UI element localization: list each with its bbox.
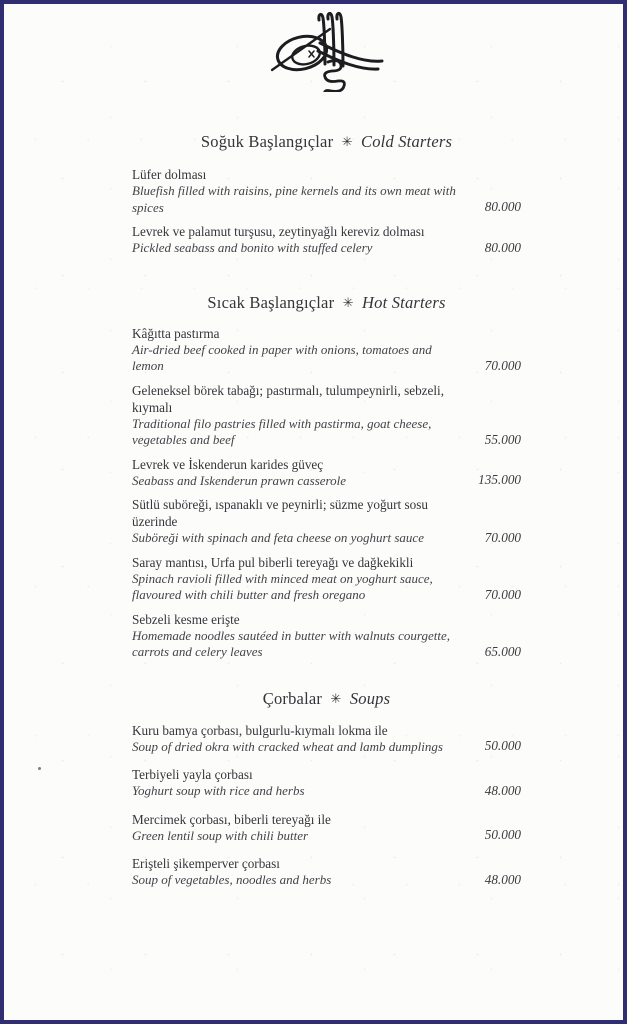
menu-item	[132, 554, 521, 604]
item-price: 55.000	[484, 431, 521, 447]
section-title-turkish: Çorbalar	[262, 688, 323, 708]
item-price: 70.000	[484, 357, 521, 373]
item-description: Green lentil soup with chili butter	[132, 827, 309, 843]
item-description: Spinach ravioli filled with minced meat on yoghurt sauce, flavoured with chili butter and fresh oregano	[132, 570, 433, 602]
item-price: 80.000	[484, 239, 521, 255]
item-name: Saray mantısı, Urfa pul biberli tereyağı ve dağkekikli	[132, 554, 414, 570]
menu-item	[132, 166, 521, 216]
section-soups	[132, 689, 521, 889]
item-description: Pickled seabass and bonito with stuffed celery	[132, 240, 373, 255]
item-price: 48.000	[484, 782, 521, 798]
item-description: Traditional filo pastries filled with pastirma, goat cheese, vegetables and beef	[132, 415, 432, 447]
item-name: Kuru bamya çorbası, bulgurlu-kıymalı lokma ile	[132, 722, 388, 738]
item-description: Suböreği with spinach and feta cheese on yoghurt sauce	[132, 530, 424, 545]
item-name: Kâğıtta pastırma	[132, 325, 220, 341]
item-description: Air-dried beef cooked in paper with onions, tomatoes and lemon	[132, 341, 432, 373]
item-description: Bluefish filled with raisins, pine kernels and its own meat with spices	[132, 183, 456, 215]
item-price: 50.000	[484, 827, 521, 842]
menu-item	[132, 766, 521, 800]
item-price: 80.000	[484, 199, 521, 214]
item-name: Sebzeli kesme erişte	[132, 611, 240, 627]
section-title-english: Hot Starters	[362, 292, 446, 312]
section-heading-soups	[132, 689, 521, 709]
item-description: Yoghurt soup with rice and herbs	[132, 783, 305, 798]
item-name: Terbiyeli yayla çorbası	[132, 767, 253, 782]
tughra-emblem-icon	[268, 10, 386, 92]
asterisk-separator-icon: ✳	[342, 294, 354, 310]
section-title-english: Cold Starters	[361, 132, 453, 151]
menu-item	[132, 611, 521, 661]
asterisk-separator-icon: ✳	[341, 134, 353, 149]
asterisk-separator-icon: ✳	[330, 690, 342, 706]
item-name: Geleneksel börek tabağı; pastırmalı, tulumpeynirli, sebzeli, kıymalı	[132, 382, 445, 415]
item-price: 70.000	[484, 529, 521, 545]
section-cold-starters	[132, 132, 521, 257]
item-description: Homemade noodles sautéed in butter with walnuts courgette, carrots and celery leaves	[132, 627, 450, 659]
section-heading-hot-starters	[132, 293, 521, 313]
item-name: Erişteli şikemperver çorbası	[132, 856, 280, 871]
menu-item	[132, 496, 521, 547]
item-price: 135.000	[478, 472, 521, 487]
item-description: Seabass and Iskenderun prawn casserole	[132, 472, 346, 488]
menu-item	[132, 223, 521, 257]
item-price: 50.000	[484, 738, 521, 753]
item-description: Soup of vegetables, noodles and herbs	[132, 872, 332, 887]
section-heading-cold-starters	[132, 132, 521, 152]
menu-item	[132, 722, 521, 756]
scan-speck	[38, 767, 41, 770]
item-price: 70.000	[484, 586, 521, 602]
section-title-english: Soups	[349, 688, 391, 708]
item-description: Soup of dried okra with cracked wheat and lamb dumplings	[132, 738, 443, 754]
item-name: Mercimek çorbası, biberli tereyağı ile	[132, 811, 331, 827]
section-title-turkish: Sıcak Başlangıçlar	[207, 292, 335, 312]
item-price: 48.000	[484, 871, 521, 887]
item-name: Lüfer dolması	[132, 167, 207, 182]
menu-item	[132, 382, 521, 449]
menu-content	[4, 132, 521, 889]
menu-item	[132, 456, 521, 490]
item-price: 65.000	[484, 643, 521, 659]
menu-item	[132, 325, 521, 375]
menu-item	[132, 855, 521, 889]
menu-item	[132, 811, 521, 845]
section-title-turkish: Soğuk Başlangıçlar	[200, 132, 334, 151]
item-name: Levrek ve palamut turşusu, zeytinyağlı kereviz dolması	[132, 224, 425, 239]
item-name: Sütlü suböreği, ıspanaklı ve peynirli; süzme yoğurt sosu üzerinde	[132, 497, 428, 529]
item-name: Levrek ve İskenderun karides güveç	[132, 456, 324, 472]
section-hot-starters	[132, 293, 521, 661]
logo-area	[4, 4, 623, 92]
